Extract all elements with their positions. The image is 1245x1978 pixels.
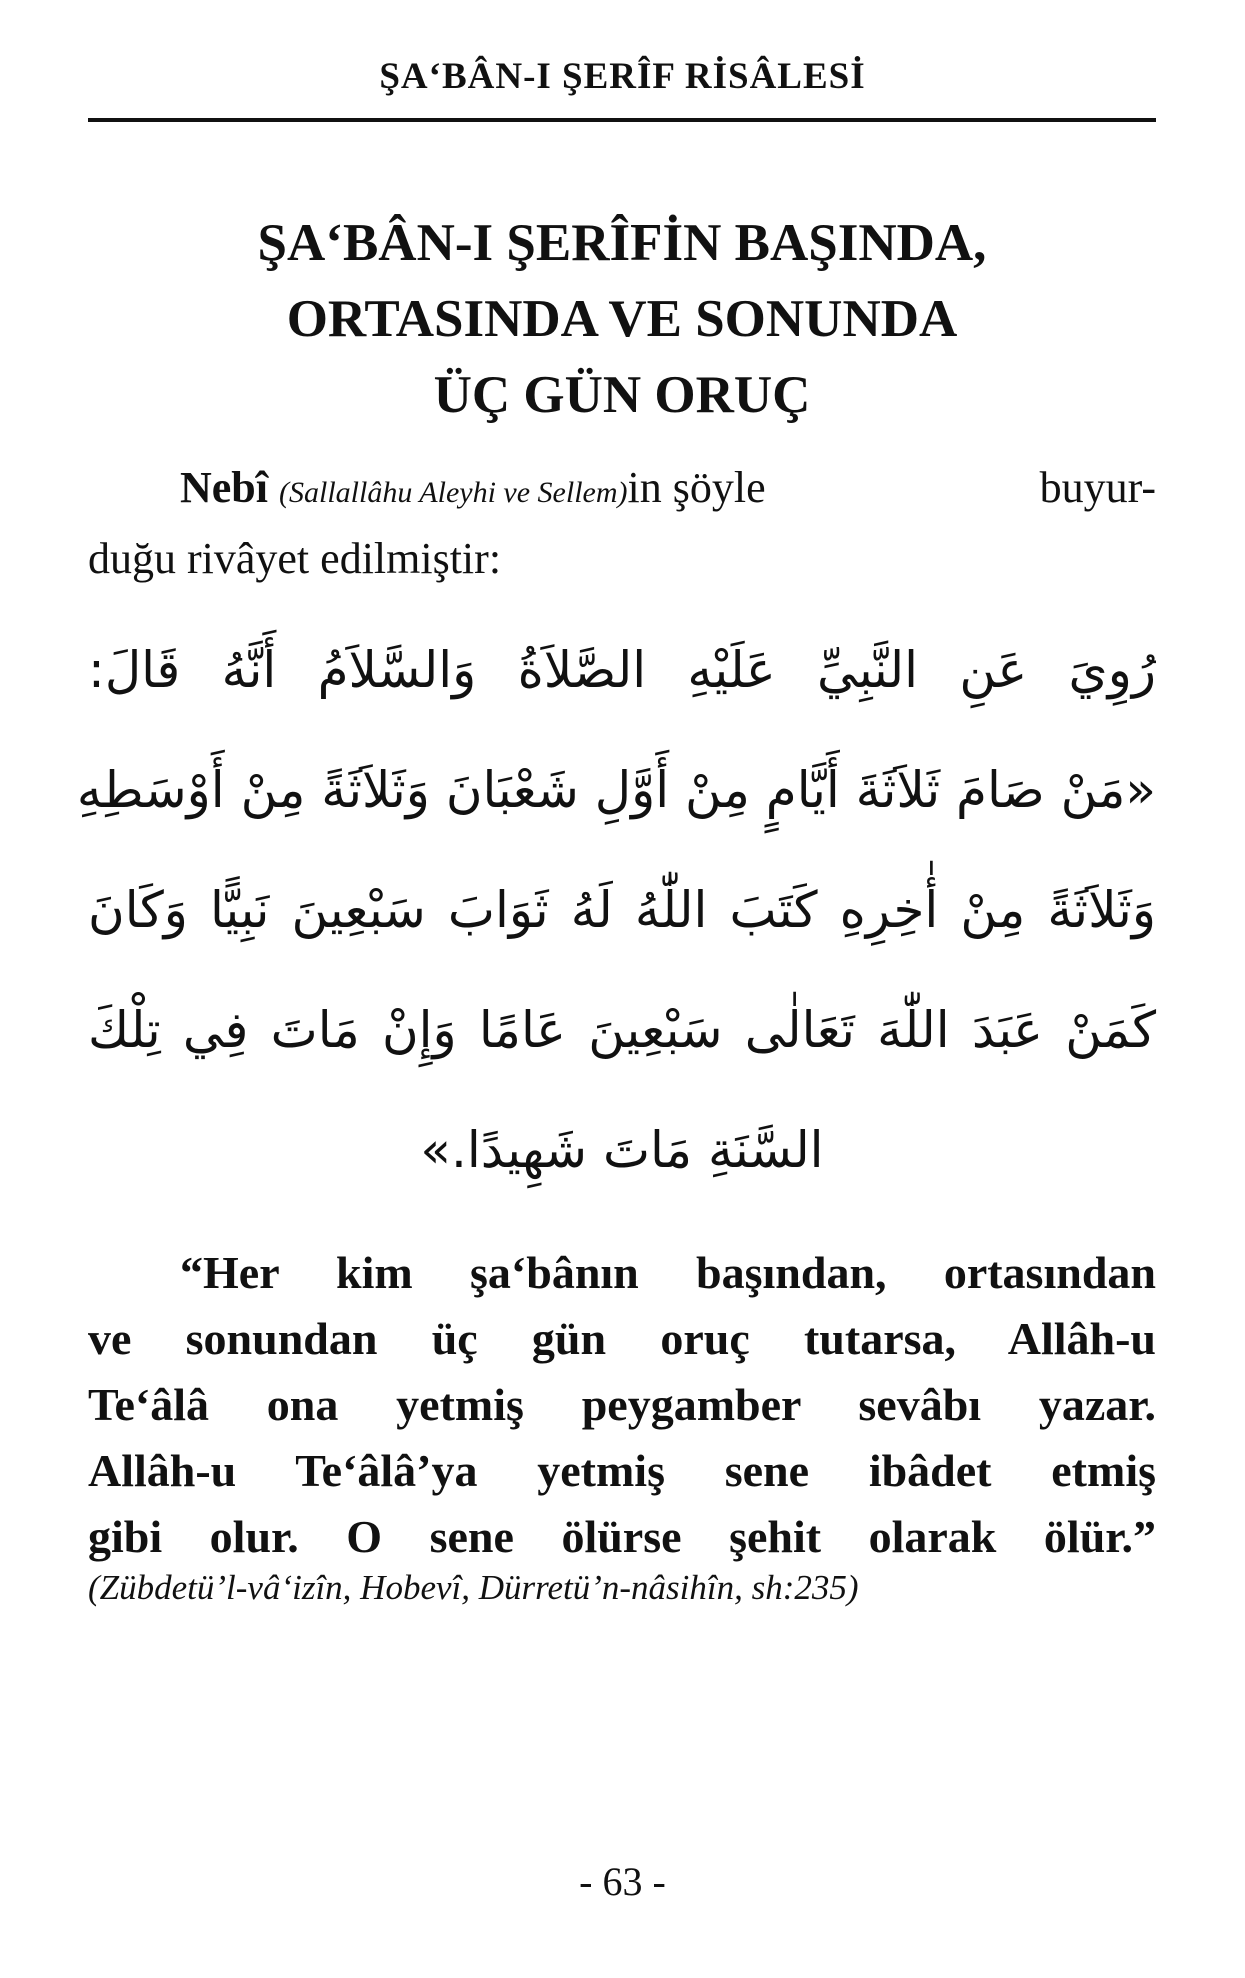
chapter-title-line-2: ORTASINDA VE SONUNDA bbox=[286, 290, 958, 348]
translation-line-4: Allâh-u Te‘âlâ’ya yetmiş sene ibâdet etmiş bbox=[88, 1445, 1156, 1496]
running-head: ŞA‘BÂN-I ŞERÎF RİSÂLESİ bbox=[379, 56, 866, 97]
chapter-title-line-1: ŞA‘BÂN-I ŞERÎFİN BAŞINDA, bbox=[257, 214, 987, 272]
translation-line-1: “Her kim şa‘bânın başından, ortasından bbox=[180, 1247, 1156, 1298]
translation-line-5: gibi olur. O sene ölürse şehit olarak ölür.” bbox=[88, 1511, 1156, 1562]
intro-paragraph bbox=[88, 455, 1156, 592]
hadith-arabic-line-2: «مَنْ صَامَ ثَلاَثَةَ أَيَّامٍ مِنْ أَوَّلِ شَعْبَانَ وَثَلاَثَةً مِنْ أَوْسَطِهِ bbox=[76, 761, 1156, 819]
source-citation: (Zübdetü’l-vâ‘izîn, Hobevî, Dürretü’n-nâsihîn, sh:235) bbox=[88, 1568, 859, 1607]
header-rule bbox=[88, 118, 1156, 122]
translation-line-2: ve sonundan üç gün oruç tutarsa, Allâh-u bbox=[88, 1313, 1156, 1364]
hadith-arabic-line-5: السَّنَةِ مَاتَ شَهِيدًا.» bbox=[420, 1121, 824, 1179]
intro-line-2: duğu rivâyet edilmiştir: bbox=[88, 534, 502, 583]
intro-nebi: Nebî bbox=[180, 463, 268, 512]
translation-line-3: Te‘âlâ ona yetmiş peygamber sevâbı yazar. bbox=[88, 1379, 1156, 1430]
intro-line1-rest-b: buyur- bbox=[1039, 463, 1156, 512]
hadith-arabic bbox=[76, 610, 1156, 1210]
page-number: - 63 - bbox=[579, 1859, 666, 1904]
hadith-arabic-line-4: كَمَنْ عَبَدَ اللّٰهَ تَعَالٰى سَبْعِينَ عَامًا وَإِنْ مَاتَ فِي تِلْكَ bbox=[88, 1001, 1156, 1059]
chapter-title bbox=[88, 205, 1156, 433]
hadith-translation bbox=[88, 1240, 1156, 1570]
intro-honorific: (Sallallâhu Aleyhi ve Sellem) bbox=[279, 476, 628, 509]
chapter-title-line-3: ÜÇ GÜN ORUÇ bbox=[433, 366, 811, 424]
intro-line1-rest-a: in şöyle bbox=[627, 463, 766, 512]
hadith-arabic-line-1: رُوِيَ عَنِ النَّبِيِّ عَلَيْهِ الصَّلاَةُ وَالسَّلاَمُ أَنَّهُ قَالَ: bbox=[88, 641, 1156, 699]
hadith-arabic-line-3: وَثَلاَثَةً مِنْ أٰخِرِهِ كَتَبَ اللّٰهُ لَهُ ثَوَابَ سَبْعِينَ نَبِيًّا وَكَانَ bbox=[88, 881, 1156, 939]
